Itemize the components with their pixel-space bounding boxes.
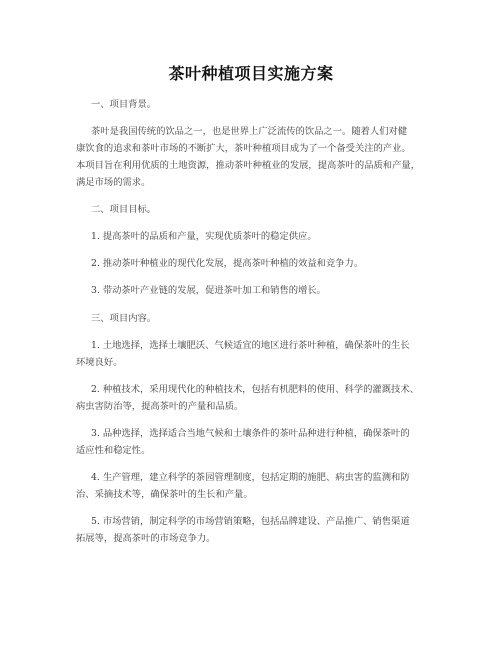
list-item: 1. 土地选择，选择土壤肥沃、气候适宜的地区进行茶叶种植，确保茶叶的生长 <box>91 340 410 351</box>
paragraph-line: 满足市场的需求。 <box>76 177 151 188</box>
list-item: 2. 种植技术，采用现代化的种植技术，包括有机肥料的使用、科学的灌溉技术、 <box>91 384 419 395</box>
list-item: 4. 生产管理，建立科学的茶园管理制度，包括定期的施肥、病虫害的监测和防 <box>91 472 410 483</box>
list-item: 3. 品种选择，选择适合当地气候和土壤条件的茶叶品种进行种植，确保茶叶的 <box>91 428 410 439</box>
list-item-continuation: 环境良好。 <box>76 357 123 368</box>
list-item-continuation: 治、采摘技术等，确保茶叶的生长和产量。 <box>76 489 253 500</box>
document-title: 茶叶种植项目实施方案 <box>168 64 334 83</box>
paragraph-line: 康饮食的追求和茶叶市场的不断扩大，茶叶种植项目成为了一个备受关注的产业。 <box>76 143 411 154</box>
paragraph-line: 茶叶是我国传统的饮品之一，也是世界上广泛流传的饮品之一。随着人们对健 <box>91 126 408 137</box>
list-item-continuation: 适应性和稳定性。 <box>76 445 151 456</box>
section-heading-goals: 二、项目目标。 <box>91 204 157 215</box>
list-item-continuation: 病虫害防治等，提高茶叶的产量和品质。 <box>76 401 244 412</box>
section-heading-background: 一、项目背景。 <box>91 99 157 110</box>
list-item: 3. 带动茶叶产业链的发展，促进茶叶加工和销售的增长。 <box>91 285 326 296</box>
list-item: 5. 市场营销，制定科学的市场营销策略，包括品牌建设、产品推广、销售渠道 <box>91 516 410 527</box>
list-item: 2. 推动茶叶种植业的现代化发展，提高茶叶种植的效益和竞争力。 <box>91 258 364 269</box>
paragraph-line: 本项目旨在利用优质的土地资源，推动茶叶种植业的发展，提高茶叶的品质和产量， <box>76 160 420 171</box>
list-item-continuation: 拓展等，提高茶叶的市场竞争力。 <box>76 533 216 544</box>
section-heading-content: 三、项目内容。 <box>91 313 157 324</box>
list-item: 1. 提高茶叶的品质和产量，实现优质茶叶的稳定供应。 <box>91 231 317 242</box>
